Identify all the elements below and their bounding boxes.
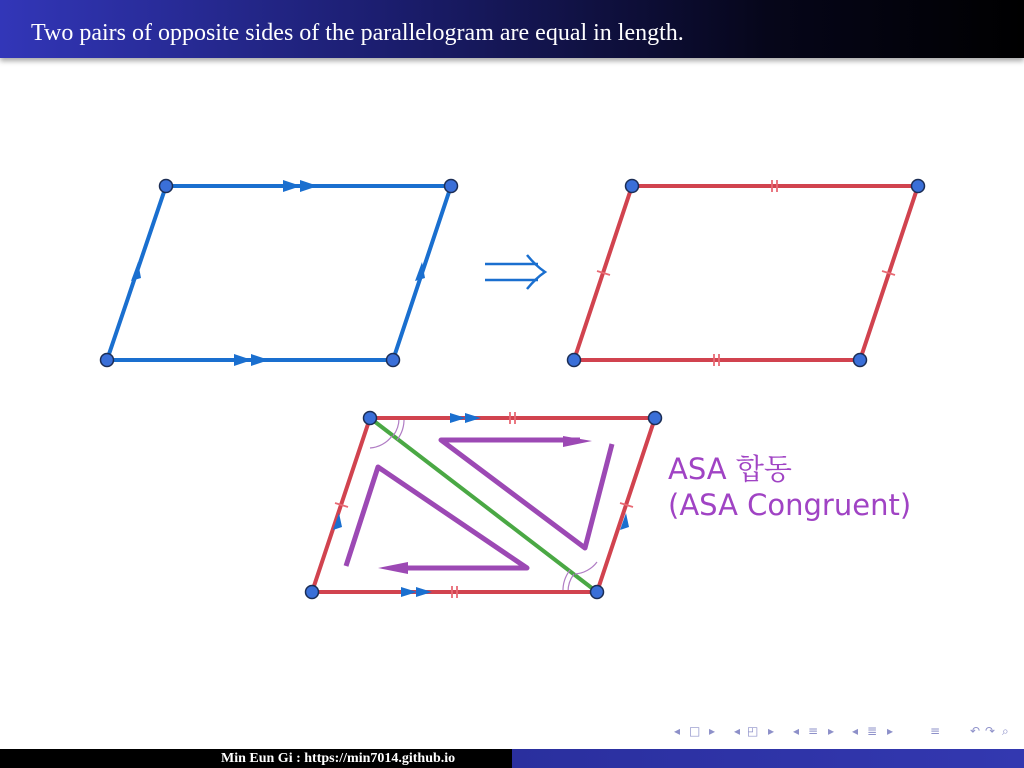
vertex-dot — [591, 586, 604, 599]
vertex-dot — [854, 354, 867, 367]
blue-parallelogram — [101, 180, 458, 367]
subsection-next-icon[interactable]: ▸ — [768, 724, 775, 738]
part-next-icon[interactable]: ▸ — [887, 724, 894, 738]
search-icon[interactable]: ⌕ — [1002, 724, 1009, 738]
lower-purple-arrowhead — [378, 562, 408, 574]
subsection-icon[interactable]: ◰ — [747, 724, 759, 738]
footer-left — [0, 749, 512, 768]
vertex-dot — [626, 180, 639, 193]
undo-icon[interactable]: ↶ — [970, 724, 981, 738]
vertex-dot — [568, 354, 581, 367]
angle-arc — [397, 418, 404, 440]
vertex-dot — [160, 180, 173, 193]
align-icon[interactable]: ≡ — [930, 724, 941, 738]
vertex-dot — [649, 412, 662, 425]
vertex-dot — [364, 412, 377, 425]
asa-label-english: (ASA Congruent) — [668, 488, 912, 522]
asa-label-korean: ASA 합동 — [668, 452, 792, 486]
top-double-arrow — [283, 180, 318, 192]
asa-parallelogram — [306, 412, 662, 599]
part-icon[interactable]: ≣ — [867, 724, 878, 738]
angle-arc — [568, 574, 574, 592]
angle-arc — [370, 436, 392, 448]
vertex-dot — [306, 586, 319, 599]
redo-icon[interactable]: ↷ — [985, 724, 996, 738]
red-parallelogram-outline — [574, 186, 918, 360]
vertex-dot — [445, 180, 458, 193]
angle-arc — [393, 418, 399, 436]
top-double-arrow — [450, 413, 481, 423]
bottom-double-arrow — [401, 587, 432, 597]
angle-arc — [575, 562, 597, 574]
part-prev-icon[interactable]: ◂ — [852, 724, 859, 738]
footer-author-url: Min Eun Gi : https://min7014.github.io — [221, 751, 456, 766]
footer-right — [512, 749, 1024, 768]
blue-parallelogram-outline — [107, 186, 451, 360]
vertex-dot — [101, 354, 114, 367]
frame-next-icon[interactable]: ▸ — [709, 724, 716, 738]
vertex-dot — [387, 354, 400, 367]
subsection-prev-icon[interactable]: ◂ — [734, 724, 741, 738]
implies-arrow-icon — [485, 255, 545, 289]
angle-arc — [563, 570, 570, 592]
frame-icon[interactable]: □ — [689, 724, 701, 738]
red-parallelogram — [568, 180, 925, 367]
section-icon[interactable]: ≡ — [808, 724, 819, 738]
section-prev-icon[interactable]: ◂ — [793, 724, 800, 738]
slide-title: Two pairs of opposite sides of the parallelogram are equal in length. — [31, 20, 684, 46]
vertex-dot — [912, 180, 925, 193]
bottom-double-arrow — [234, 354, 269, 366]
beamer-navigation — [672, 724, 1024, 744]
frame-prev-icon[interactable]: ◂ — [674, 724, 681, 738]
section-next-icon[interactable]: ▸ — [828, 724, 835, 738]
asa-congruent-label — [668, 451, 911, 523]
